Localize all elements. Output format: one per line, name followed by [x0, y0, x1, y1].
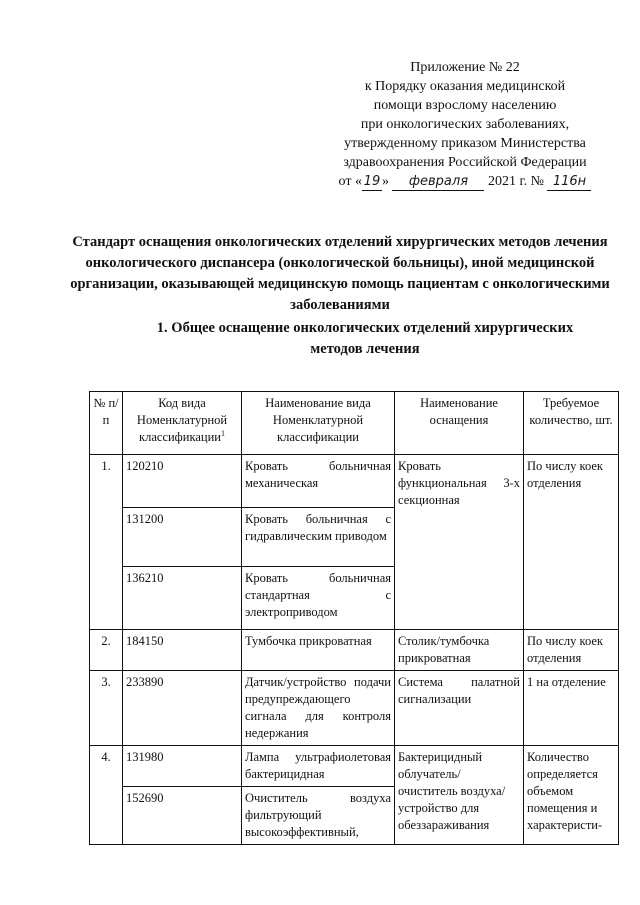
order-date-line: [300, 172, 630, 191]
date-month-handwritten: февраля: [392, 174, 484, 191]
header-line-2: помощи взрослому населению: [373, 98, 557, 113]
date-mid: »: [381, 174, 389, 189]
row-equipment: Бактерицидный облучатель/ очиститель воздуха/ устройство для обеззараживания: [395, 746, 524, 845]
row-name: Кровать больничная механическая: [242, 455, 395, 508]
row-quantity: 1 на отделение: [524, 671, 619, 746]
header-line-4: утвержденному приказом Министерства: [344, 136, 586, 151]
row-code: 131980: [123, 746, 242, 787]
header-name: Наименование вида Номенклатурной классификации: [242, 392, 395, 455]
row-num: 4.: [90, 746, 123, 845]
header-quantity: Требуемое количество, шт.: [524, 392, 619, 455]
row-name: Тумбочка прикроватная: [242, 630, 395, 671]
order-number-handwritten: 116н: [547, 174, 591, 191]
row-equipment: Столик/тумбочка прикроватная: [395, 630, 524, 671]
header-code: [123, 392, 242, 455]
row-quantity: По числу коек отделения: [524, 455, 619, 630]
row-equipment: Система палатной сигнализации: [395, 671, 524, 746]
section-title: 1. Общее оснащение онкологических отделений хирургических методов лечения: [156, 320, 574, 357]
row-name: Датчик/устройство подачи предупреждающего сигнала для контроля недержания: [242, 671, 395, 746]
row-quantity: По числу коек отделения: [524, 630, 619, 671]
row-quantity: Количество определяется объемом помещения и характеристи-: [524, 746, 619, 845]
row-name: Очиститель воздуха фильтрующий высокоэффективный,: [242, 787, 395, 845]
header-equipment: Наименование оснащения: [395, 392, 524, 455]
table-row: [90, 630, 619, 671]
table-row: [90, 671, 619, 746]
row-code: 136210: [123, 567, 242, 630]
header-code-text: Код вида Номенклатурной классификации: [136, 396, 228, 444]
header-line-1: к Порядку оказания медицинской: [364, 79, 566, 94]
footnote-marker: 1: [220, 428, 225, 438]
appendix-number: Приложение № 22: [410, 60, 520, 75]
row-num: 3.: [90, 671, 123, 746]
row-num: 2.: [90, 630, 123, 671]
row-code: 120210: [123, 455, 242, 508]
document-title: Стандарт оснащения онкологических отделений хирургических методов лечения онкологического диспансера (онкологической больницы), иной медицинской организации, оказывающей медицинскую помощь пациентам с онкологическими заболеваниями: [70, 234, 610, 313]
table-row: [90, 455, 619, 508]
date-day-handwritten: 19: [363, 174, 381, 189]
date-prefix: от «: [338, 174, 362, 189]
date-year: 2021 г. №: [487, 174, 544, 189]
table-row: [90, 746, 619, 787]
header-num: № п/п: [90, 392, 123, 455]
header-line-5: здравоохранения Российской Федерации: [343, 155, 587, 170]
row-code: 184150: [123, 630, 242, 671]
row-name: Кровать больничная с гидравлическим приводом: [242, 508, 395, 567]
row-code: 152690: [123, 787, 242, 845]
equipment-table: [89, 391, 619, 845]
row-code: 233890: [123, 671, 242, 746]
appendix-header: [300, 58, 630, 191]
row-code: 131200: [123, 508, 242, 567]
header-line-3: при онкологических заболеваниях,: [360, 117, 570, 132]
row-name: Лампа ультрафиолетовая бактерицидная: [242, 746, 395, 787]
row-num: 1.: [90, 455, 123, 630]
row-equipment: Кровать функциональная 3-х секционная: [395, 455, 524, 630]
row-name: Кровать больничная стандартная с электроприводом: [242, 567, 395, 630]
table-header-row: [90, 392, 619, 455]
